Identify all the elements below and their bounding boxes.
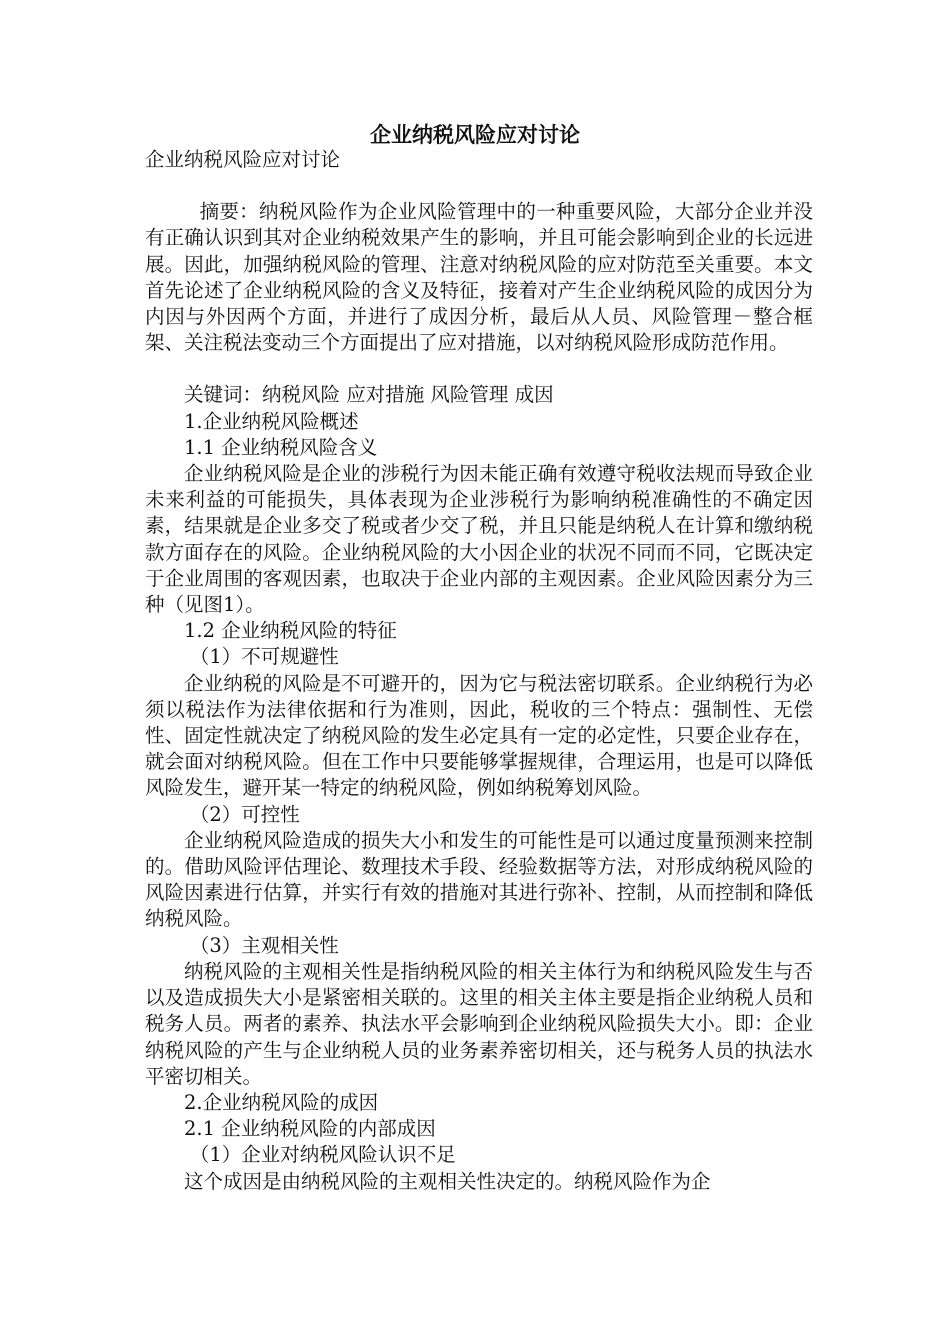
- section-heading-1: 1.企业纳税风险概述: [184, 409, 359, 433]
- section-heading-2: 2.企业纳税风险的成因: [184, 1090, 379, 1114]
- paragraph-unavoidability: 企业纳税的风险是不可避开的，因为它与税法密切联系。企业纳税行为必须以税法作为法律依据和行为准则，因此，税收的三个特点：强制性、无偿性、固定性就决定了纳税风险的发生必定具有一定的必定性，只要企业存在，就会面对纳税风险。但在工作中只要能够掌握规律，合理运用，也是可以降低风险发生，避开某一特定的纳税风险，例如纳税筹划风险。: [145, 671, 813, 800]
- document-body: [145, 147, 813, 1195]
- cause-heading-1: （1）企业对纳税风险认识不足: [189, 1143, 456, 1167]
- document-title: 企业纳税风险应对讨论: [370, 123, 580, 147]
- characteristic-heading-2: （2）可控性: [189, 802, 300, 826]
- section-heading-2-1: 2.1 企业纳税风险的内部成因: [184, 1117, 436, 1141]
- section-heading-1-1: 1.1 企业纳税风险含义: [184, 435, 378, 459]
- spacer: [145, 173, 813, 199]
- paragraph-cause-1: 这个成因是由纳税风险的主观相关性决定的。纳税风险作为企: [184, 1169, 711, 1193]
- paragraph-subjective-relevance: 纳税风险的主观相关性是指纳税风险的相关主体行为和纳税风险发生与否以及造成损失大小是紧密相关联的。这里的相关主体主要是指企业纳税人员和税务人员。两者的素养、执法水平会影响到企业纳税风险损失大小。即：企业纳税风险的产生与企业纳税人员的业务素养密切相关，还与税务人员的执法水平密切相关。: [145, 959, 813, 1088]
- spacer: [145, 356, 813, 382]
- characteristic-heading-1: （1）不可规避性: [189, 645, 339, 669]
- paragraph-controllability: 企业纳税风险造成的损失大小和发生的可能性是可以通过度量预测来控制的。借助风险评估理论、数理技术手段、经验数据等方法，对形成纳税风险的风险因素进行估算，并实行有效的措施对其进行弥补、控制，从而控制和降低纳税风险。: [145, 828, 813, 931]
- keywords-line: 关键词：纳税风险 应对措施 风险管理 成因: [184, 383, 554, 407]
- document-subtitle: 企业纳税风险应对讨论: [145, 148, 341, 171]
- characteristic-heading-3: （3）主观相关性: [189, 933, 339, 957]
- abstract-paragraph: 摘要：纳税风险作为企业风险管理中的一种重要风险，大部分企业并没有正确认识到其对企业纳税效果产生的影响，并且可能会影响到企业的长远进展。因此，加强纳税风险的管理、注意对纳税风险的应对防范至关重要。本文首先论述了企业纳税风险的含义及特征，接着对产生企业纳税风险的成因分为内因与外因两个方面，并进行了成因分析，最后从人员、风险管理－整合框架、关注税法变动三个方面提出了应对措施，以对纳税风险形成防范作用。: [145, 200, 813, 355]
- section-heading-1-2: 1.2 企业纳税风险的特征: [184, 619, 397, 643]
- paragraph-definition: 企业纳税风险是企业的涉税行为因未能正确有效遵守税收法规而导致企业未来利益的可能损失，具体表现为企业涉税行为影响纳税准确性的不确定因素，结果就是企业多交了税或者少交了税，并且只能是纳税人在计算和缴纳税款方面存在的风险。企业纳税风险的大小因企业的状况不同而不同，它既决定于企业周围的客观因素，也取决于企业内部的主观因素。企业风险因素分为三种（见图1）。: [145, 462, 813, 617]
